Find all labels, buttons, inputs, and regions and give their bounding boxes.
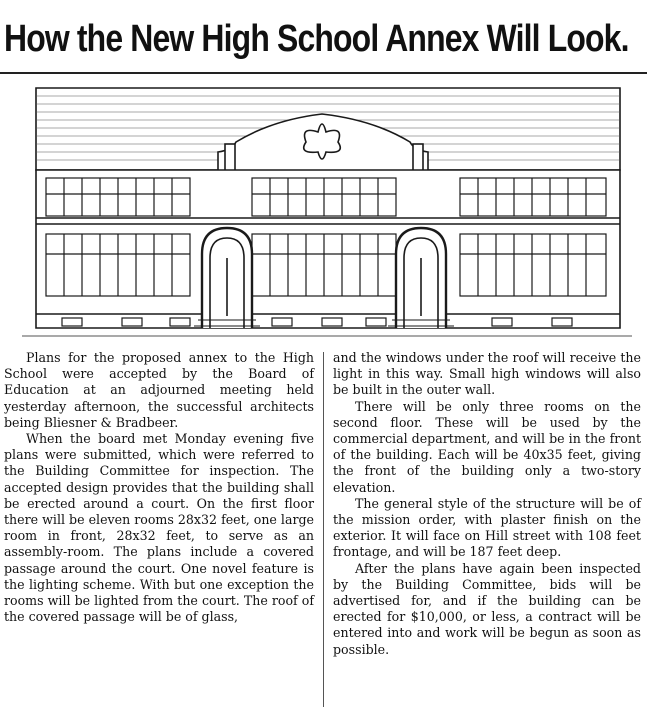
paragraph: Plans for the proposed annex to the High School were accepted by the Board of Education at an adjourned meeting held yesterday afternoon, the successful architects being Bliesner & Bradbeer. <box>4 350 314 430</box>
headline: How the New High School Annex Will Look. <box>4 18 629 60</box>
headline-rule <box>0 72 647 74</box>
paragraph: When the board met Monday evening five plans were submitted, which were referred to the Building Committee for inspection. The accepted design provides that the building shall be erected around a court. On the first floor there will be eleven rooms 28x32 feet, one large room in front, 28x32 feet, to serve as an assembly-room. The plans include a covered passage around the court. One novel feature is the lighting scheme. With but one exception the rooms will be lighted from the court. The roof of the covered passage will be of glass, <box>4 431 314 625</box>
paragraph: The general style of the structure will be of the mission order, with plaster finish on the exterior. It will face on Hill street with 108 feet frontage, and will be 187 feet deep. <box>333 495 641 560</box>
paragraph: and the windows under the roof will receive the light in this way. Small high windows will also be built in the outer wall. <box>333 350 641 398</box>
article-column-left <box>4 350 314 712</box>
building-drawing <box>22 84 632 346</box>
column-divider <box>323 352 324 707</box>
article-column-right <box>333 350 641 712</box>
paragraph: There will be only three rooms on the second floor. These will be used by the commercial department, and will be in the front of the building. Each will be 40x35 feet, giving the front of the building only a two-story elevation. <box>333 398 641 495</box>
paragraph: After the plans have again been inspected by the Building Committee, bids will be advertised for, and if the building can be erected for $10,000, or less, a contract will be entered into and work will be begun as soon as possible. <box>333 560 641 657</box>
building-illustration <box>22 84 632 346</box>
